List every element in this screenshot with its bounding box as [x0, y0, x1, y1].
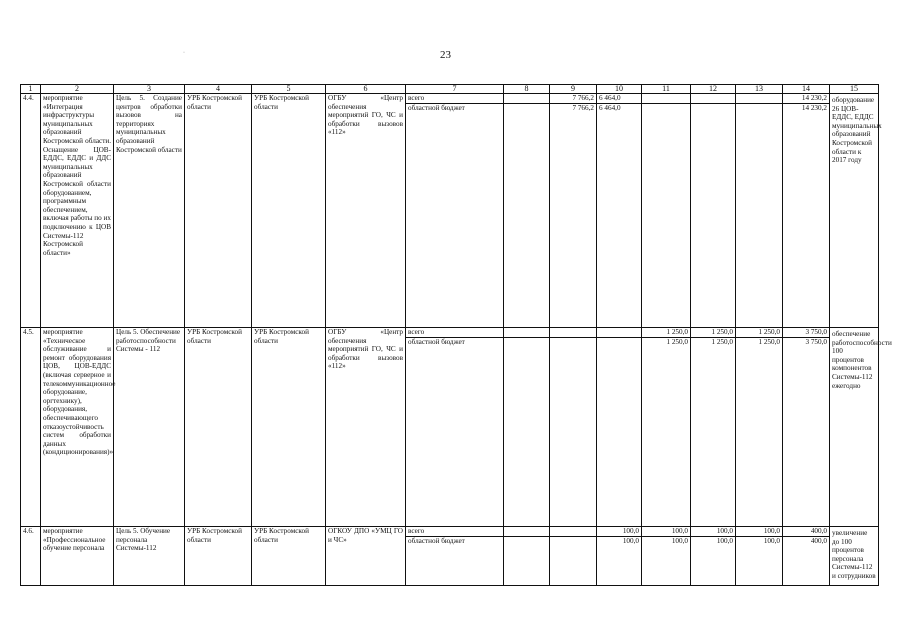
row-number: 4.4.: [21, 94, 41, 328]
source-total: всего: [406, 94, 503, 104]
col-header: 6: [326, 85, 406, 94]
responsible-org: УРБ Костромской области: [185, 328, 252, 527]
executor-org: ОГБУ «Центр обеспечения мероприятий ГО, ЧС и обработки вызовов «112»: [326, 94, 406, 328]
amount-value: [597, 328, 641, 338]
col-header: 12: [691, 85, 736, 94]
expected-result: оборудование 26 ЦОВ-ЕДДС, ЕДДС муниципальных образований Костромской области к 2017 году: [830, 94, 879, 328]
amount-value: [504, 527, 549, 537]
executor-org: ОГБУ «Центр обеспечения мероприятий ГО, ЧС и обработки вызовов «112»: [326, 328, 406, 527]
amount-value: [642, 94, 690, 104]
amount-col13: [736, 94, 783, 328]
amount-total: [783, 94, 830, 328]
amount-value: 1 250,0: [758, 338, 780, 346]
col-header: 11: [642, 85, 691, 94]
column-number-row: [21, 85, 879, 94]
amount-value: 14 230,2: [783, 94, 829, 104]
amount-value: 100,0: [597, 527, 641, 537]
amount-col12: [691, 94, 736, 328]
source-total: всего: [406, 527, 503, 537]
amount-value: 100,0: [763, 537, 780, 545]
amount-value: 1 250,0: [642, 328, 690, 338]
goal-cell: Цель 5. Обеспечение работоспособности Системы - 112: [114, 328, 185, 527]
amount-col11: [642, 328, 691, 527]
amount-col10: [597, 527, 642, 586]
amount-value: 100,0: [691, 527, 735, 537]
amount-value: [504, 328, 549, 338]
page-number: 23: [440, 49, 451, 61]
amount-col12: [691, 328, 736, 527]
amount-value: 1 250,0: [711, 338, 733, 346]
coordinator-org: УРБ Костромской области: [252, 527, 326, 586]
col-header: 10: [597, 85, 642, 94]
table-row: [21, 328, 879, 527]
amount-value: 14 230,2: [801, 104, 827, 112]
col-header: 15: [830, 85, 879, 94]
amount-col8: [504, 527, 550, 586]
amount-value: [550, 338, 596, 347]
program-table: [20, 84, 892, 586]
amount-value: 7 766,2: [550, 94, 596, 104]
funding-source: [406, 94, 504, 328]
amount-value: 400,0: [810, 537, 827, 545]
amount-value: [736, 94, 782, 104]
amount-value: 100,0: [622, 537, 639, 545]
coordinator-org: УРБ Костромской области: [252, 328, 326, 527]
table-row: [21, 527, 879, 586]
col-header: 8: [504, 85, 550, 94]
amount-col8: [504, 328, 550, 527]
amount-value: [504, 338, 549, 347]
amount-value: [550, 527, 596, 537]
amount-value: 3 750,0: [783, 328, 829, 338]
amount-value: [504, 94, 549, 104]
amount-value: 1 250,0: [691, 328, 735, 338]
responsible-org: УРБ Костромской области: [185, 94, 252, 328]
source-regional: областной бюджет: [408, 104, 465, 112]
amount-col13: [736, 328, 783, 527]
table-row: [21, 94, 879, 328]
amount-col11: [642, 94, 691, 328]
event-description: мероприятие «Техническое обслуживание и ремонт оборудования ЦОВ, ЦОВ-ЕДДС (включая серверное и телекоммуникационное оборудование, оргтехнику), оборудования, обеспечивающего отказоустойчивость систем обработки данных (кондиционирования)»: [41, 328, 114, 527]
goal-cell: Цель 5. Обучение персонала Системы-112: [114, 527, 185, 586]
event-description: мероприятие «Интеграция инфраструктуры муниципальных образований Костромской области. Оснащение ЦОВ-ЕДДС, ЕДДС и ДДС муниципальных образований Костромской области оборудованием, программным обеспечением, включая работы по их подключению к ЦОВ Системы-112 Костромской области»: [41, 94, 114, 328]
amount-value: [597, 338, 641, 347]
col-header: 5: [252, 85, 326, 94]
amount-value: 100,0: [671, 537, 688, 545]
coordinator-org: УРБ Костромской области: [252, 94, 326, 328]
col-header: 4: [185, 85, 252, 94]
amount-value: [691, 94, 735, 104]
amount-col9: [550, 527, 597, 586]
funding-source: [406, 328, 504, 527]
amount-col9: [550, 94, 597, 328]
source-total: всего: [406, 328, 503, 338]
amount-col13: [736, 527, 783, 586]
executor-org: ОГКОУ ДПО «УМЦ ГО и ЧС»: [326, 527, 406, 586]
amount-value: 7 766,2: [572, 104, 594, 112]
scan-speck: ·: [183, 50, 185, 56]
goal-cell: Цель 5. Создание центров обработки вызовов на территориях муниципальных образований Костромской области: [114, 94, 185, 328]
amount-value: [550, 537, 596, 546]
amount-col10: [597, 328, 642, 527]
col-header: 14: [783, 85, 830, 94]
amount-value: 100,0: [716, 537, 733, 545]
amount-col11: [642, 527, 691, 586]
amount-value: 400,0: [783, 527, 829, 537]
amount-value: [504, 537, 549, 546]
funding-source: [406, 527, 504, 586]
amount-value: [642, 104, 690, 113]
expected-result: обеспечение работоспособности 100 процентов компонентов Системы-112 ежегодно: [830, 328, 879, 527]
source-regional: областной бюджет: [408, 338, 465, 346]
col-header: 9: [550, 85, 597, 94]
amount-value: 3 750,0: [805, 338, 827, 346]
expected-result: увеличение до 100 процентов персонала Системы-112 и сотрудников: [830, 527, 879, 586]
col-header: 3: [114, 85, 185, 94]
amount-total: [783, 328, 830, 527]
amount-total: [783, 527, 830, 586]
amount-value: 100,0: [736, 527, 782, 537]
col-header: 1: [21, 85, 41, 94]
col-header: 7: [406, 85, 504, 94]
row-number: 4.5.: [21, 328, 41, 527]
amount-value: [504, 104, 549, 113]
amount-col12: [691, 527, 736, 586]
amount-col10: [597, 94, 642, 328]
responsible-org: УРБ Костромской области: [185, 527, 252, 586]
amount-value: 1 250,0: [666, 338, 688, 346]
amount-col9: [550, 328, 597, 527]
amount-col8: [504, 94, 550, 328]
amount-value: 6 464,0: [599, 104, 621, 112]
amount-value: 100,0: [642, 527, 690, 537]
col-header: 2: [41, 85, 114, 94]
amount-value: [550, 328, 596, 338]
amount-value: 6 464,0: [597, 94, 641, 104]
row-number: 4.6.: [21, 527, 41, 586]
amount-value: [691, 104, 735, 113]
col-header: 13: [736, 85, 783, 94]
amount-value: [736, 104, 782, 113]
source-regional: областной бюджет: [408, 537, 465, 545]
event-description: мероприятие «Профессиональное обучение персонала: [41, 527, 114, 586]
amount-value: 1 250,0: [736, 328, 782, 338]
